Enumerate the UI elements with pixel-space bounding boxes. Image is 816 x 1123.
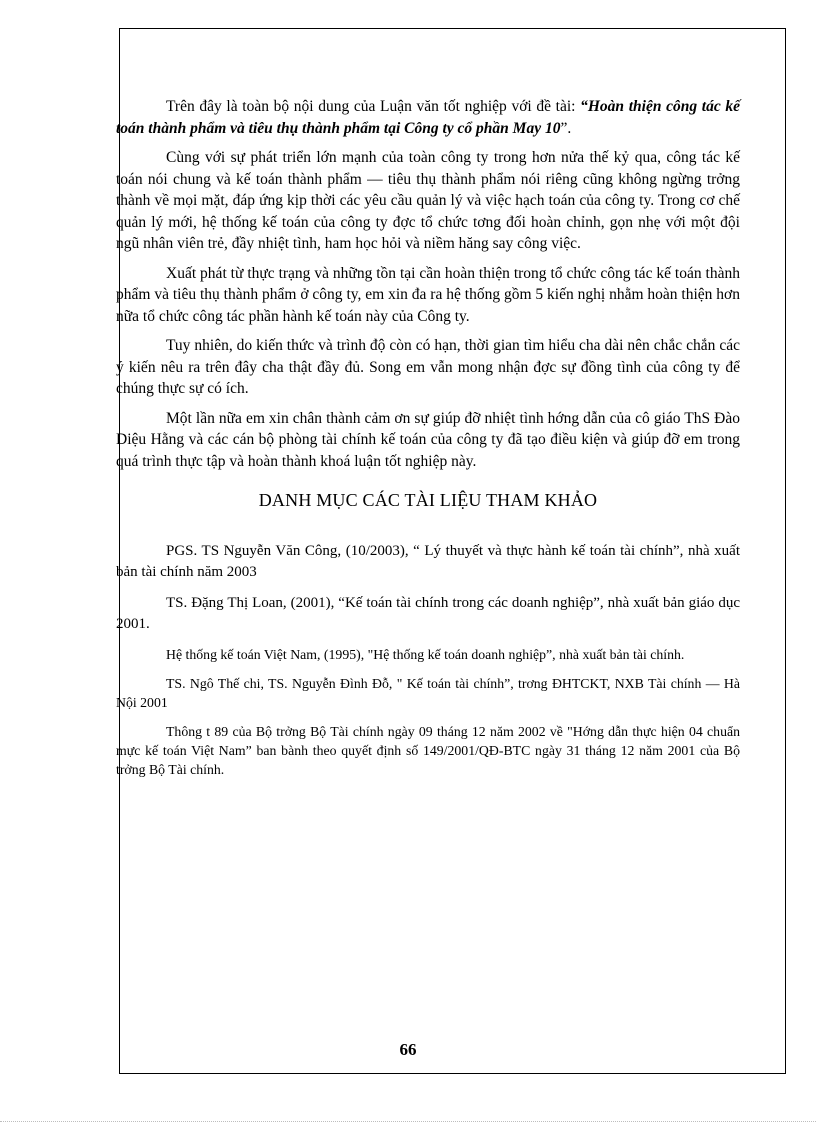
thesis-title-end: ”. [560, 119, 572, 137]
page-number: 66 [399, 1040, 417, 1059]
reference-item: Thông t 89 của Bộ trởng Bộ Tài chính ngày 09 tháng 12 năm 2002 về "Hớng dẫn thực hiện 04 chuẩn mực kế toán Việt Nam” ban bành theo quyết định số 149/2001/QĐ-BTC ngày 31 tháng 12 năm 2001 của Bộ trởng Bộ Tài chính. [116, 724, 740, 777]
reference-item: TS. Ngô Thế chi, TS. Nguyễn Đình Đỗ, " Kế toán tài chính”, trơng ĐHTCKT, NXB Tài chính — Hà Nội 2001 [116, 676, 740, 710]
page-frame-right [785, 28, 786, 1073]
page-frame-top [119, 28, 786, 29]
reference-item: Hệ thống kế toán Việt Nam, (1995), "Hệ thống kế toán doanh nghiệp”, nhà xuất bản tài chính. [166, 647, 685, 662]
conclusion-paragraph-1 [116, 96, 740, 139]
thesis-title: “Hoàn thiện công tác kế toán thành phẩm và tiêu thụ thành phẩm tại Công ty cổ phần May 10 [116, 98, 740, 137]
conclusion-paragraph-3: Xuất phát từ thực trạng và những tồn tại cần hoàn thiện trong tổ chức công tác kế toán thành phẩm và tiêu thụ thành phẩm ở công ty, em xin đa ra hệ thống gồm 5 kiến nghị nhằm hoàn thiện hơn nữa tổ chức công tác phần hành kế toán này của Công ty. [116, 264, 740, 325]
references-heading: DANH MỤC CÁC TÀI LIỆU THAM KHẢO [258, 490, 598, 510]
conclusion-paragraph-4: Tuy nhiên, do kiến thức và trình độ còn có hạn, thời gian tìm hiểu cha dài nên chắc chắn các ý kiến nêu ra trên đây cha thật đầy đủ. Song em vẫn mong nhận đợc sự đồng tình của công ty để chúng thực sự có ích. [116, 337, 740, 397]
conclusion-paragraph-2: Cùng với sự phát triển lớn mạnh của toàn công ty trong hơn nửa thế kỷ qua, công tác kế toán nói chung và kế toán thành phẩm — tiêu thụ thành phẩm nói riêng cũng không ngừng trởng thành về mọi mặt, đáp ứng kịp thời các yêu cầu quản lý và việc hạch toán của công ty. Trong cơ chế quản lý mới, hệ thống kế toán của công ty đợc tổ chức tơng đối hoàn chỉnh, gọn nhẹ với một đội ngũ nhân viên trẻ, đầy nhiệt tình, ham học hỏi và niềm hăng say công việc. [116, 149, 740, 252]
reference-item: TS. Đặng Thị Loan, (2001), “Kế toán tài chính trong các doanh nghiệp”, nhà xuất bản giáo dục 2001. [116, 595, 740, 632]
page-frame-bottom [119, 1073, 786, 1074]
document-body [116, 96, 740, 789]
conclusion-paragraph-5: Một lần nữa em xin chân thành cảm ơn sự giúp đỡ nhiệt tình hớng dẫn của cô giáo ThS Đào Diệu Hằng và các cán bộ phòng tài chính kế toán của công ty đã tạo điều kiện và giúp đỡ em trong quá trình thực tập và hoàn thành khoá luận tốt nghiệp này. [116, 409, 740, 470]
conclusion-intro-text: Trên đây là toàn bộ nội dung của Luận văn tốt nghiệp với đề tài: [166, 98, 581, 115]
reference-item: PGS. TS Nguyễn Văn Công, (10/2003), “ Lý thuyết và thực hành kế toán tài chính”, nhà xuất bản tài chính năm 2003 [116, 543, 740, 580]
page-separator [0, 1121, 816, 1122]
